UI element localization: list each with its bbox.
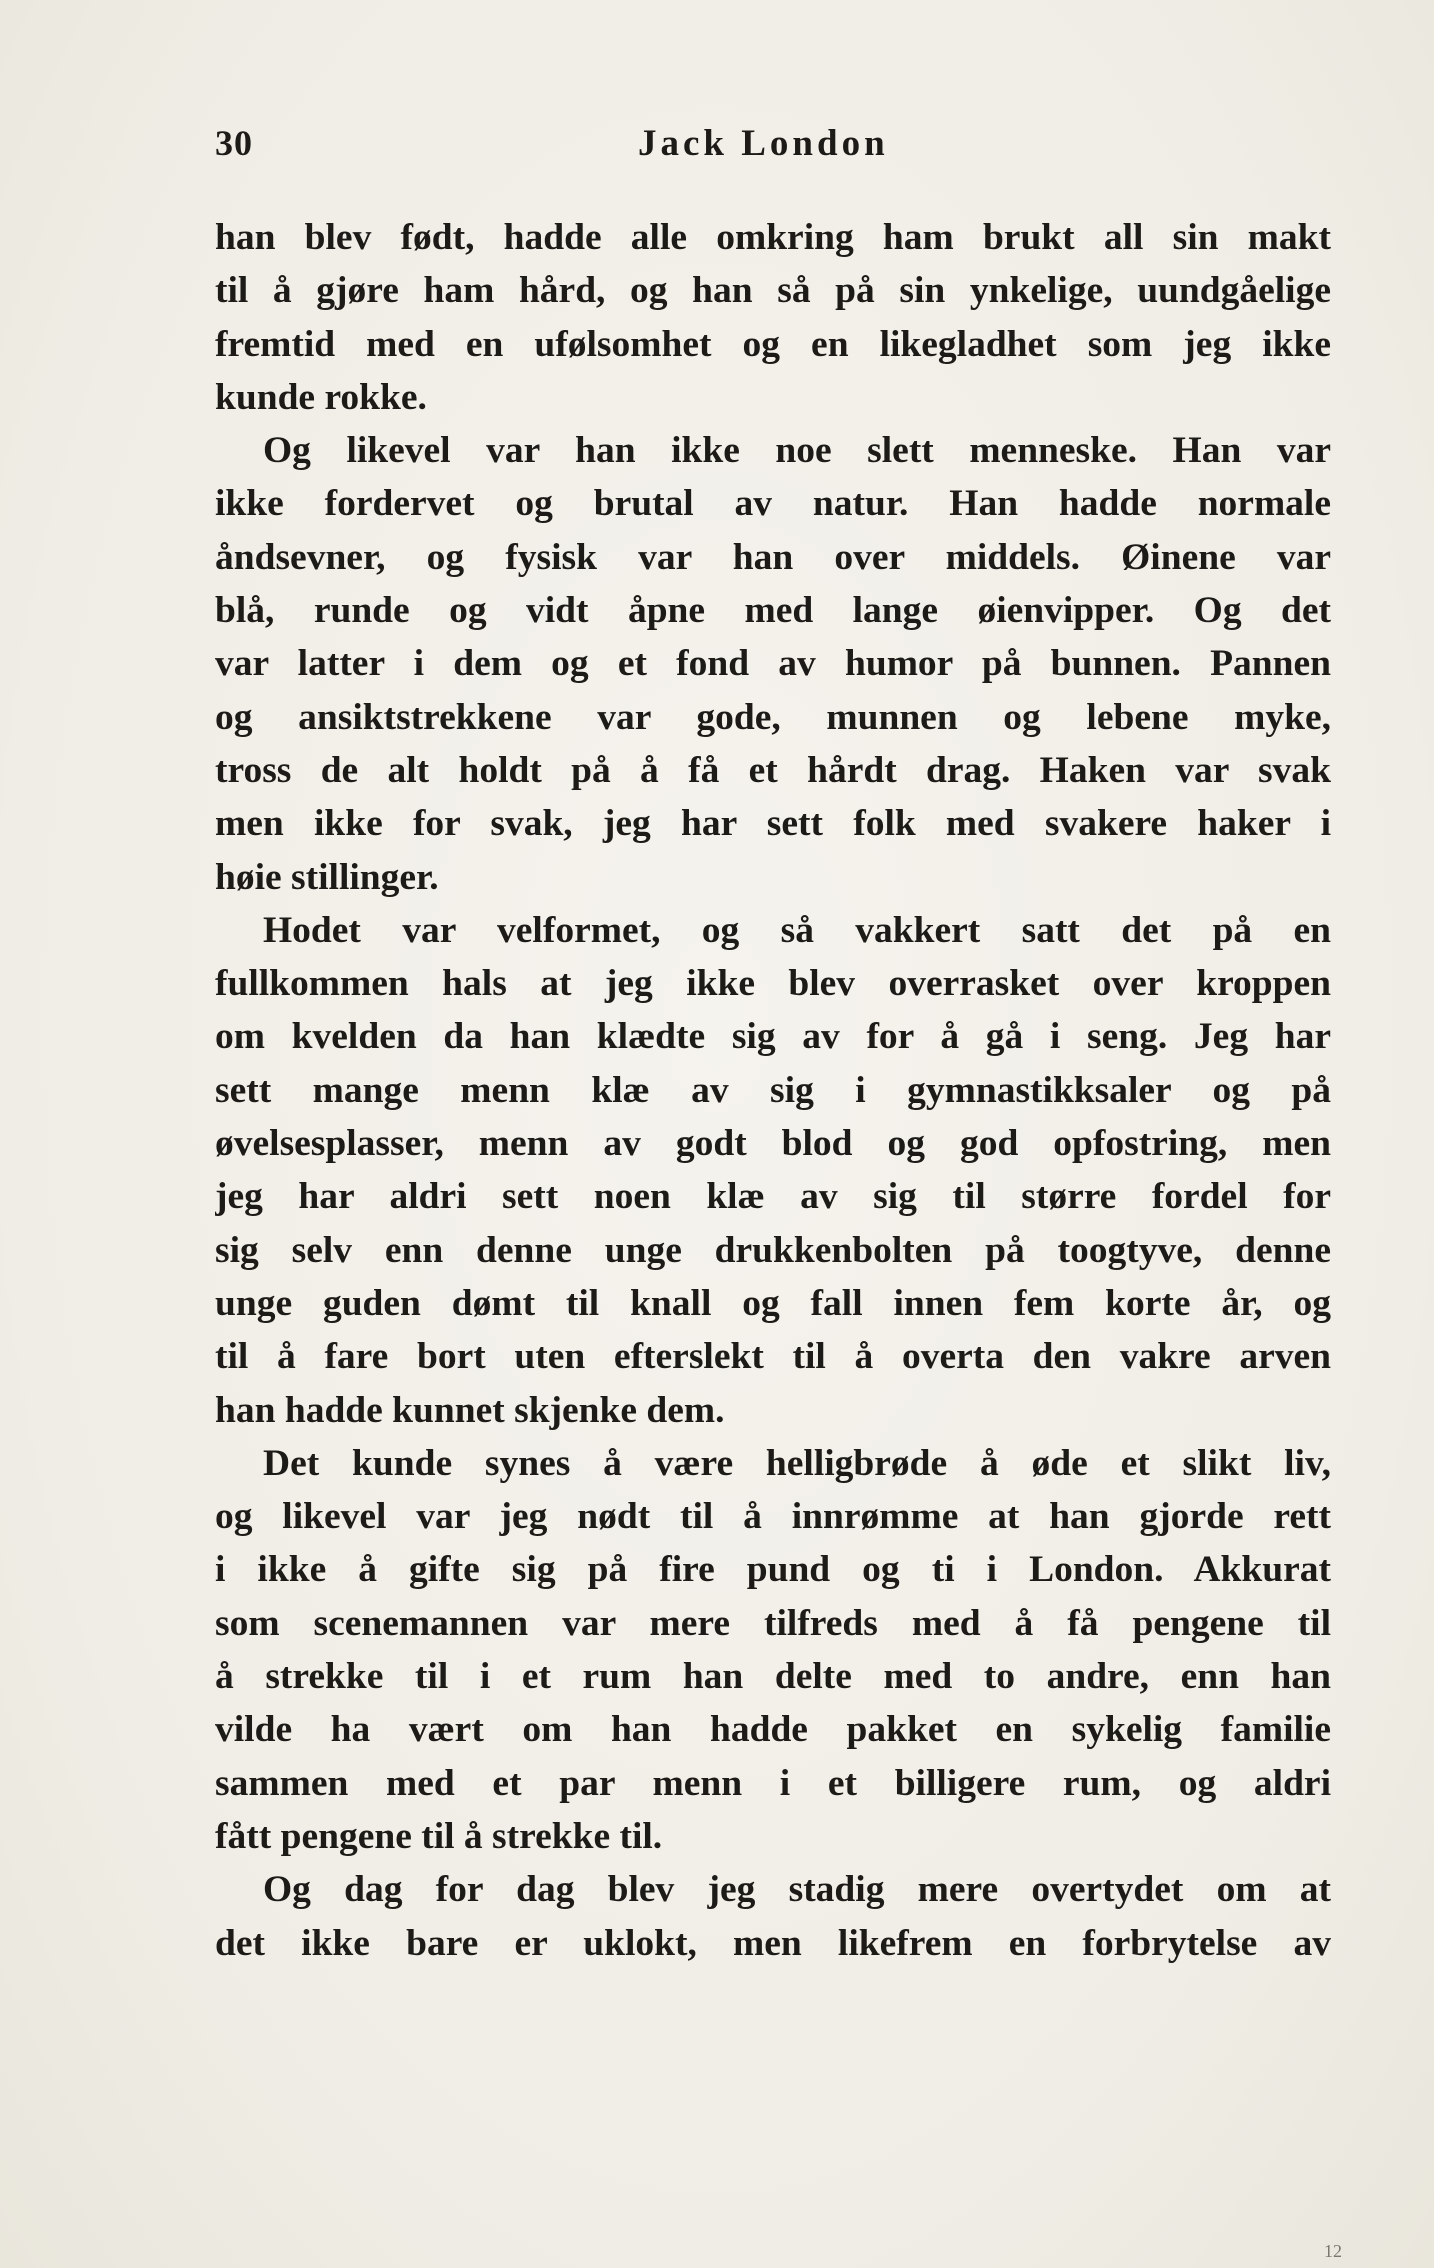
- text-line: jeg har aldri sett noen klæ av sig til større fordel for: [215, 1176, 1331, 1218]
- running-title: Jack London: [638, 123, 889, 164]
- text-line: vilde ha vært om han hadde pakket en sykelig familie: [215, 1709, 1331, 1751]
- text-line: å strekke til i et rum han delte med to andre, enn han: [215, 1656, 1331, 1698]
- text-line: i ikke å gifte sig på fire pund og ti i London. Akkurat: [215, 1549, 1331, 1591]
- text-line: men ikke for svak, jeg har sett folk med svakere haker i: [215, 803, 1331, 845]
- text-line: han hadde kunnet skjenke dem.: [215, 1389, 725, 1431]
- text-line: Det kunde synes å være helligbrøde å øde et slikt liv,: [263, 1442, 1331, 1484]
- text-line: fått pengene til å strekke til.: [215, 1815, 663, 1857]
- text-line: fremtid med en ufølsomhet og en likegladhet som jeg ikke: [215, 323, 1331, 365]
- page-number: 30: [215, 123, 253, 163]
- text-line: sett mange menn klæ av sig i gymnastikksaler og på: [215, 1069, 1331, 1111]
- text-line: som scenemannen var mere tilfreds med å få pengene til: [215, 1602, 1331, 1644]
- text-line: sammen med et par menn i et billigere rum, og aldri: [215, 1762, 1331, 1804]
- text-line: fullkommen hals at jeg ikke blev overrasket over kroppen: [215, 963, 1331, 1005]
- corner-mark: 12: [1324, 2241, 1342, 2261]
- text-line: tross de alt holdt på å få et hårdt drag. Haken var svak: [215, 749, 1331, 791]
- text-line: unge guden dømt til knall og fall innen fem korte år, og: [215, 1282, 1331, 1324]
- text-line: var latter i dem og et fond av humor på bunnen. Pannen: [215, 643, 1331, 685]
- running-header: [215, 122, 1331, 182]
- text-line: om kvelden da han klædte sig av for å gå i seng. Jeg har: [215, 1016, 1331, 1058]
- text-line: høie stillinger.: [215, 856, 439, 898]
- text-line: til å gjøre ham hård, og han så på sin ynkelige, uundgåelige: [215, 270, 1331, 312]
- text-line: sig selv enn denne unge drukkenbolten på toogtyve, denne: [215, 1229, 1331, 1271]
- text-line: ikke fordervet og brutal av natur. Han hadde normale: [215, 483, 1331, 525]
- text-line: han blev født, hadde alle omkring ham brukt all sin makt: [215, 217, 1331, 258]
- text-line: til å fare bort uten efterslekt til å overta den vakre arven: [215, 1336, 1331, 1378]
- text-line: øvelsesplasser, menn av godt blod og god opfostring, men: [215, 1123, 1331, 1165]
- text-line: kunde rokke.: [215, 376, 427, 418]
- text-line: Og likevel var han ikke noe slett menneske. Han var: [263, 430, 1331, 472]
- text-line: det ikke bare er uklokt, men likefrem en forbrytelse av: [215, 1922, 1331, 1964]
- text-line: blå, runde og vidt åpne med lange øienvipper. Og det: [215, 590, 1331, 632]
- body-text: [215, 211, 1331, 1970]
- text-line: Hodet var velformet, og så vakkert satt det på en: [263, 909, 1331, 951]
- text-line: og likevel var jeg nødt til å innrømme at han gjorde rett: [215, 1496, 1331, 1538]
- text-line: åndsevner, og fysisk var han over middels. Øinene var: [215, 536, 1331, 578]
- text-line: Og dag for dag blev jeg stadig mere overtydet om at: [263, 1869, 1331, 1911]
- text-line: og ansiktstrekkene var gode, munnen og lebene myke,: [215, 696, 1331, 738]
